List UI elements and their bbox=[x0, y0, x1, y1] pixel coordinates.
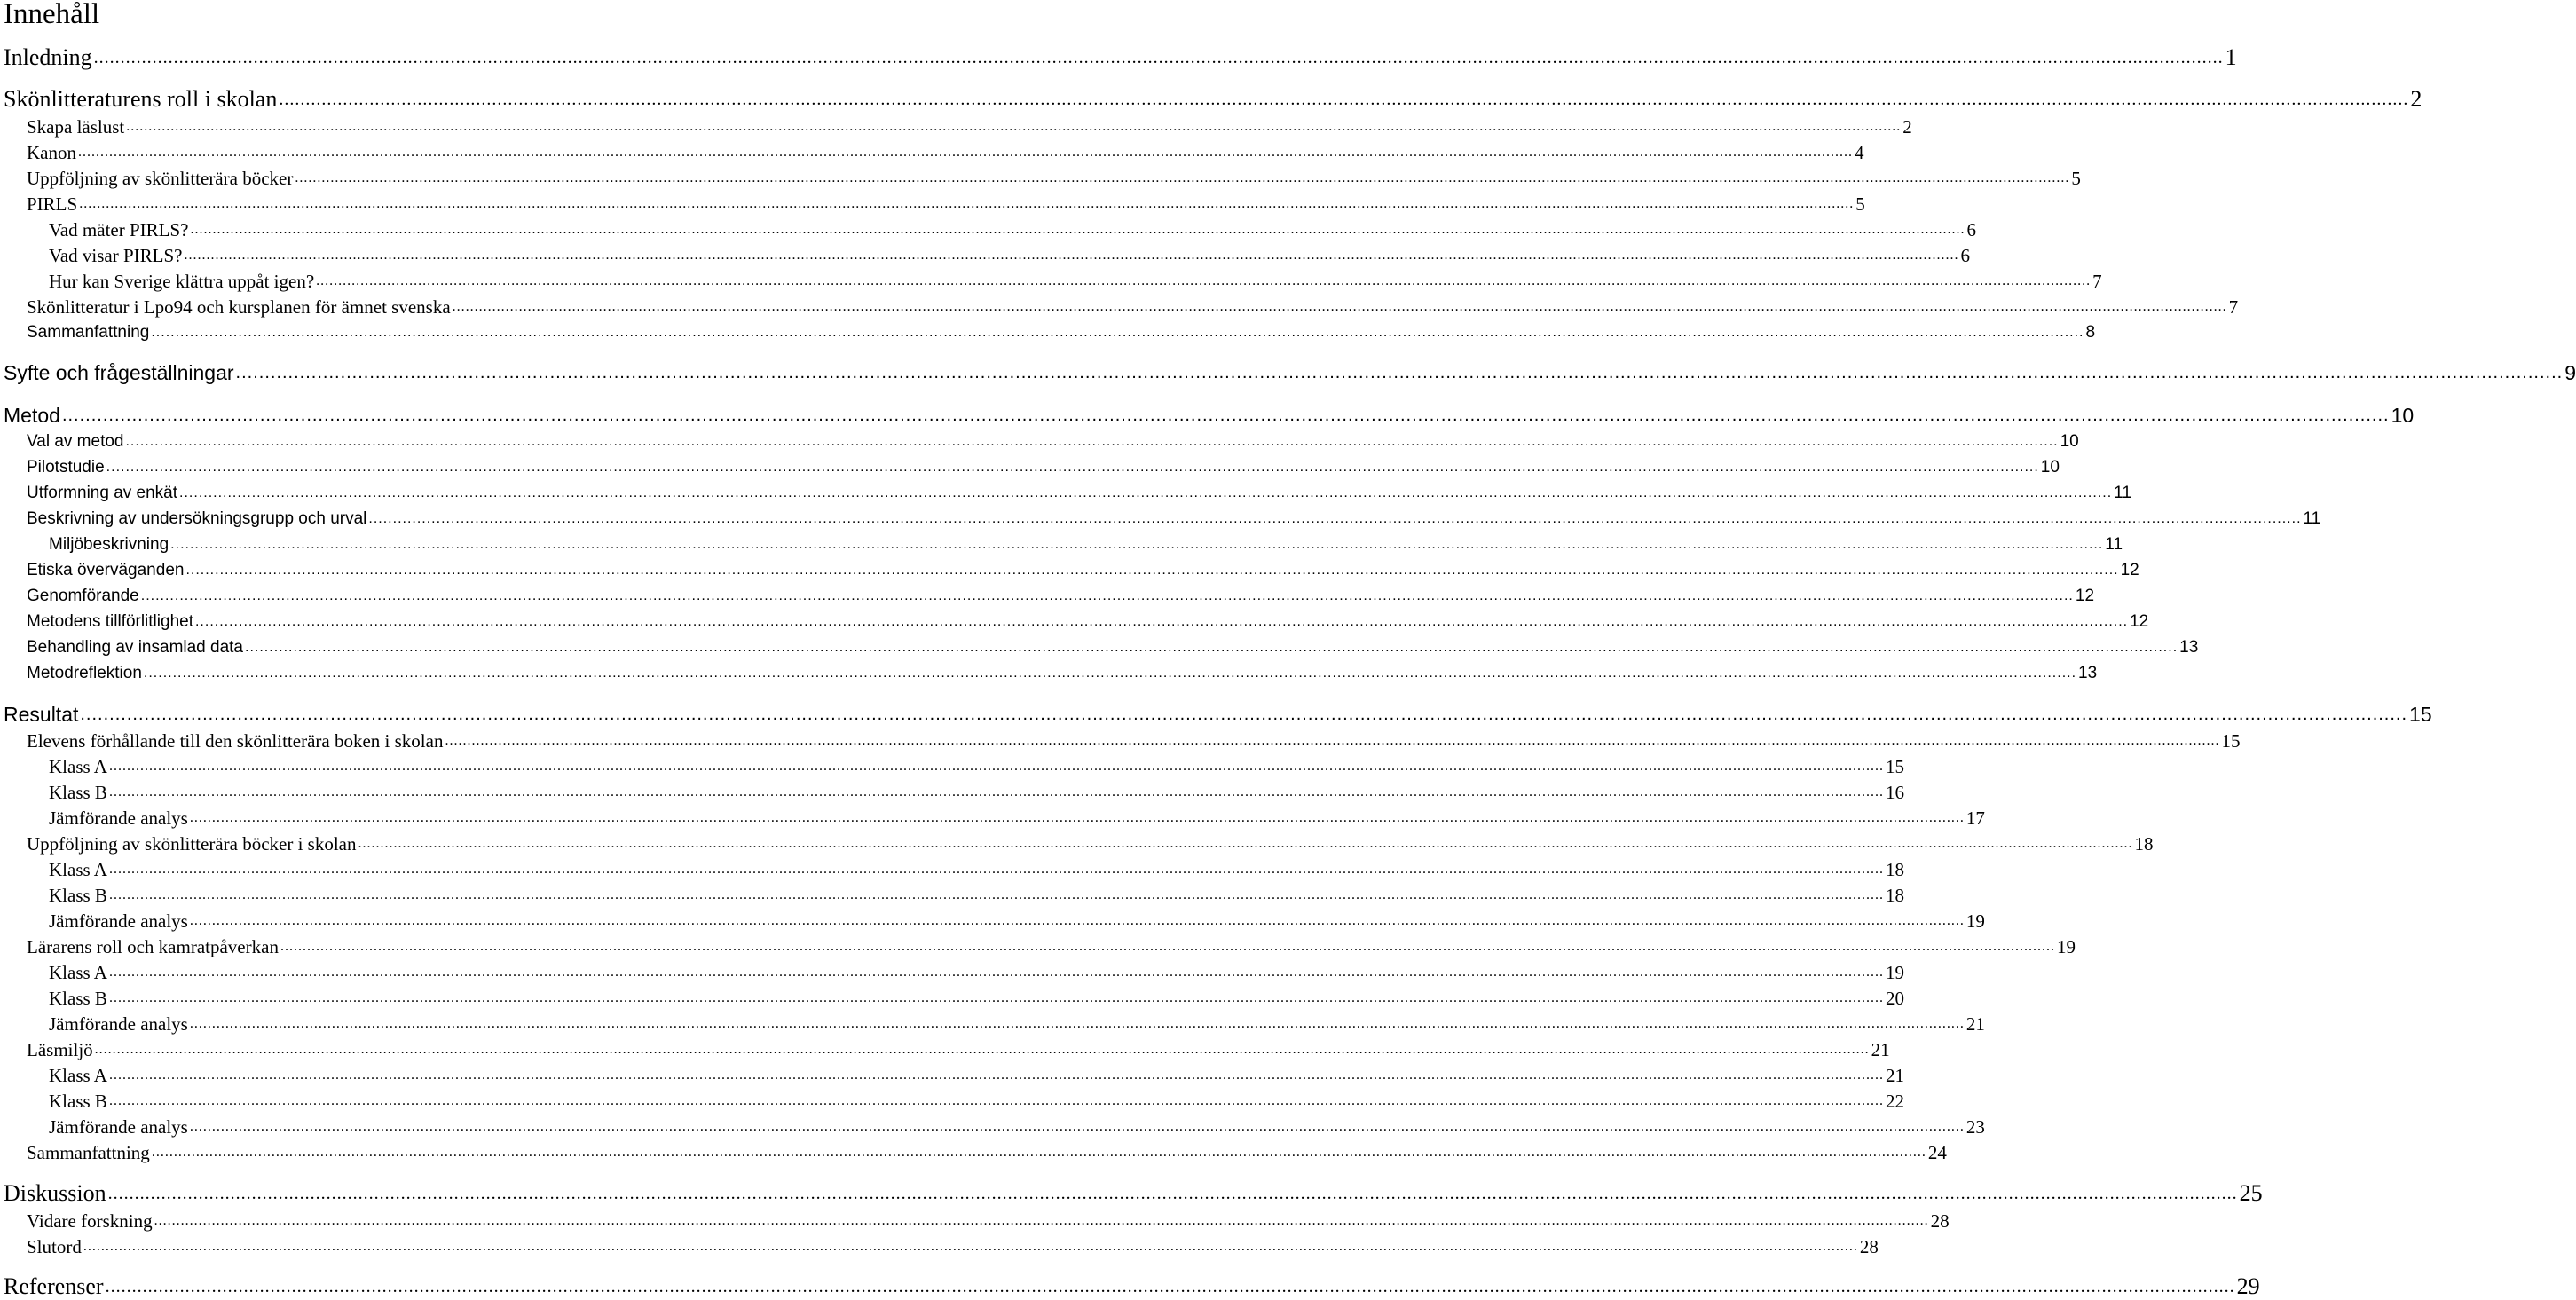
toc-entry[interactable] bbox=[27, 115, 1912, 138]
toc-entry-label: Syfte och frågeställningar bbox=[4, 361, 234, 384]
toc-entry[interactable] bbox=[27, 1209, 1950, 1233]
toc-entry[interactable] bbox=[49, 1090, 1904, 1113]
toc-entry[interactable] bbox=[27, 935, 2076, 958]
toc-entry-label: Skönlitteratur i Lpo94 och kursplanen för ämnet svenska bbox=[27, 296, 451, 318]
toc-entry-label: Vidare forskning bbox=[27, 1210, 153, 1232]
dot-leader: ................................................................................................................................................................................................................................................................................................................................................................................................................ bbox=[189, 1119, 1965, 1134]
toc-entry-label: Kanon bbox=[27, 142, 76, 163]
dot-leader: ................................................................................................................................................................................................................................................................................................................................................................................................................ bbox=[185, 563, 2119, 578]
toc-entry-page-number: 25 bbox=[2239, 1180, 2263, 1206]
dot-leader: ................................................................................................................................................................................................................................................................................................................................................................................................................ bbox=[189, 1016, 1965, 1031]
dot-leader: ................................................................................................................................................................................................................................................................................................................................................................................................................ bbox=[106, 460, 2039, 475]
toc-entry-page-number: 1 bbox=[2225, 44, 2237, 70]
toc-entry[interactable] bbox=[49, 244, 1970, 267]
toc-entry[interactable] bbox=[49, 961, 1904, 984]
toc-entry[interactable] bbox=[49, 1115, 1985, 1138]
toc-entry[interactable] bbox=[49, 1064, 1904, 1087]
toc-entry[interactable] bbox=[49, 781, 1904, 804]
toc-entry[interactable] bbox=[27, 167, 2081, 190]
toc-entry-label: Jämförande analys bbox=[49, 910, 188, 932]
toc-entry-label: Behandling av insamlad data bbox=[27, 638, 244, 657]
toc-entry-page-number: 11 bbox=[2105, 535, 2123, 554]
dot-leader: ................................................................................................................................................................................................................................................................................................................................................................................................................ bbox=[94, 1042, 1870, 1057]
toc-entry[interactable] bbox=[4, 86, 2422, 113]
toc-entry-page-number: 6 bbox=[1966, 219, 1976, 240]
toc-entry-page-number: 9 bbox=[2564, 361, 2576, 384]
toc-entry-label: Resultat bbox=[4, 703, 79, 726]
toc-entry-label: Beskrivning av undersökningsgrupp och urval bbox=[27, 509, 367, 528]
dot-leader: ................................................................................................................................................................................................................................................................................................................................................................................................................ bbox=[368, 511, 2302, 526]
dot-leader: ................................................................................................................................................................................................................................................................................................................................................................................................................ bbox=[108, 759, 1884, 774]
toc-entry-page-number: 17 bbox=[1965, 808, 1985, 829]
toc-entry[interactable] bbox=[27, 1141, 1947, 1164]
dot-leader: ................................................................................................................................................................................................................................................................................................................................................................................................................ bbox=[78, 145, 1853, 160]
toc-entry-page-number: 8 bbox=[2085, 323, 2096, 342]
toc-entry[interactable] bbox=[27, 193, 1865, 216]
dot-leader: ................................................................................................................................................................................................................................................................................................................................................................................................................ bbox=[189, 810, 1965, 825]
toc-entry-page-number: 23 bbox=[1965, 1116, 1985, 1138]
toc-entry-label: Genomförande bbox=[27, 587, 139, 605]
toc-entry-page-number: 19 bbox=[1885, 962, 1904, 983]
toc-entry-page-number: 11 bbox=[2303, 509, 2321, 528]
toc-entry[interactable] bbox=[49, 533, 2123, 556]
dot-leader: ................................................................................................................................................................................................................................................................................................................................................................................................................ bbox=[245, 640, 2178, 655]
toc-entry-label: Lärarens roll och kamratpåverkan bbox=[27, 936, 279, 957]
toc-entry[interactable] bbox=[27, 662, 2098, 685]
toc-entry-page-number: 18 bbox=[2134, 833, 2154, 855]
dot-leader: ................................................................................................................................................................................................................................................................................................................................................................................................................ bbox=[108, 887, 1884, 902]
dot-leader: ................................................................................................................................................................................................................................................................................................................................................................................................................ bbox=[140, 588, 2074, 603]
toc-entry-page-number: 12 bbox=[2130, 612, 2149, 631]
dot-leader: ................................................................................................................................................................................................................................................................................................................................................................................................................ bbox=[445, 733, 2220, 748]
toc-entry[interactable] bbox=[27, 636, 2199, 659]
toc-entry-label: Utformning av enkät bbox=[27, 484, 178, 502]
toc-entry[interactable] bbox=[49, 218, 1976, 241]
toc-entry-page-number: 2 bbox=[1902, 116, 1912, 138]
dot-leader: ................................................................................................................................................................................................................................................................................................................................................................................................................ bbox=[189, 913, 1965, 928]
toc-entry-page-number: 5 bbox=[1855, 193, 1865, 215]
toc-entry[interactable] bbox=[27, 295, 2239, 319]
dot-leader: ................................................................................................................................................................................................................................................................................................................................................................................................................ bbox=[125, 434, 2059, 449]
toc-entry[interactable] bbox=[49, 807, 1985, 830]
toc-entry-page-number: 18 bbox=[1885, 859, 1904, 880]
dot-leader: ................................................................................................................................................................................................................................................................................................................................................................................................................ bbox=[93, 48, 2224, 67]
toc-entry-page-number: 13 bbox=[2179, 638, 2199, 657]
toc-entry-label: Metod bbox=[4, 404, 60, 427]
toc-entry-label: Val av metod bbox=[27, 432, 124, 451]
toc-entry[interactable] bbox=[27, 482, 2131, 505]
toc-entry[interactable] bbox=[27, 559, 2139, 582]
toc-entry[interactable] bbox=[49, 910, 1985, 933]
toc-entry-label: Skapa läslust bbox=[27, 116, 125, 138]
toc-entry-page-number: 19 bbox=[1965, 910, 1985, 932]
toc-entry-label: Klass B bbox=[49, 988, 107, 1009]
dot-leader: ................................................................................................................................................................................................................................................................................................................................................................................................................ bbox=[108, 784, 1884, 800]
toc-entry[interactable] bbox=[27, 1235, 1879, 1258]
toc-entry-page-number: 10 bbox=[2040, 458, 2060, 477]
toc-entry[interactable] bbox=[27, 141, 1864, 164]
toc-entry-label: Klass A bbox=[49, 756, 107, 777]
toc-entry-page-number: 20 bbox=[1885, 988, 1904, 1009]
toc-entry-page-number: 12 bbox=[2075, 587, 2095, 605]
dot-leader: ................................................................................................................................................................................................................................................................................................................................................................................................................ bbox=[126, 119, 1902, 134]
dot-leader: ................................................................................................................................................................................................................................................................................................................................................................................................................ bbox=[108, 1093, 1884, 1108]
toc-entry-label: Klass A bbox=[49, 962, 107, 983]
toc-entry-label: Klass B bbox=[49, 885, 107, 906]
toc-entry-label: Miljöbeskrivning bbox=[49, 535, 169, 554]
toc-entry[interactable] bbox=[27, 1038, 1890, 1061]
dot-leader: ................................................................................................................................................................................................................................................................................................................................................................................................................ bbox=[170, 537, 2104, 552]
dot-leader: ................................................................................................................................................................................................................................................................................................................................................................................................................ bbox=[108, 990, 1884, 1005]
toc-entry-label: Diskussion bbox=[4, 1180, 106, 1206]
dot-leader: ................................................................................................................................................................................................................................................................................................................................................................................................................ bbox=[108, 965, 1884, 980]
toc-entry-page-number: 7 bbox=[2092, 271, 2102, 292]
dot-leader: ................................................................................................................................................................................................................................................................................................................................................................................................................ bbox=[61, 406, 2390, 425]
toc-entry[interactable] bbox=[49, 270, 2102, 293]
dot-leader: ................................................................................................................................................................................................................................................................................................................................................................................................................ bbox=[151, 325, 2084, 340]
toc-entry-label: Klass B bbox=[49, 1091, 107, 1112]
toc-entry-label: PIRLS bbox=[27, 193, 78, 215]
toc-entry-page-number: 21 bbox=[1885, 1065, 1904, 1086]
toc-entry-label: Skönlitteraturens roll i skolan bbox=[4, 86, 278, 112]
toc-entry-label: Inledning bbox=[4, 44, 92, 70]
toc-entry-page-number: 19 bbox=[2056, 936, 2076, 957]
toc-entry[interactable] bbox=[49, 987, 1904, 1010]
toc-entry-page-number: 18 bbox=[1885, 885, 1904, 906]
toc-entry[interactable] bbox=[27, 611, 2149, 634]
toc-entry-page-number: 28 bbox=[1859, 1236, 1879, 1257]
toc-entry[interactable] bbox=[27, 832, 2154, 855]
toc-entry-page-number: 21 bbox=[1871, 1039, 1890, 1060]
dot-leader: ................................................................................................................................................................................................................................................................................................................................................................................................................ bbox=[143, 666, 2077, 681]
toc-entry[interactable] bbox=[4, 402, 2415, 429]
toc-entry-label: Uppföljning av skönlitterära böcker i skolan bbox=[27, 833, 357, 855]
dot-leader: ................................................................................................................................................................................................................................................................................................................................................................................................................ bbox=[358, 836, 2133, 851]
toc-entry-label: Etiska överväganden bbox=[27, 561, 185, 579]
toc-entry-page-number: 13 bbox=[2078, 664, 2098, 682]
dot-leader: ................................................................................................................................................................................................................................................................................................................................................................................................................ bbox=[108, 1068, 1884, 1083]
toc-entry-page-number: 29 bbox=[2236, 1273, 2260, 1299]
dot-leader: ................................................................................................................................................................................................................................................................................................................................................................................................................ bbox=[279, 90, 2409, 109]
toc-entry[interactable] bbox=[27, 321, 2096, 344]
toc-entry-label: Metodreflektion bbox=[27, 664, 142, 682]
toc-entry-label: Klass A bbox=[49, 1065, 107, 1086]
dot-leader: ................................................................................................................................................................................................................................................................................................................................................................................................................ bbox=[194, 614, 2129, 629]
dot-leader: ................................................................................................................................................................................................................................................................................................................................................................................................................ bbox=[280, 939, 2055, 954]
toc-entry-page-number: 7 bbox=[2228, 296, 2239, 318]
toc-entry-page-number: 12 bbox=[2120, 561, 2139, 579]
dot-leader: ................................................................................................................................................................................................................................................................................................................................................................................................................ bbox=[107, 1184, 2238, 1203]
toc-entry-label: Pilotstudie bbox=[27, 458, 105, 477]
dot-leader: ................................................................................................................................................................................................................................................................................................................................................................................................................ bbox=[295, 170, 2070, 185]
toc-entry-label: Metodens tillförlitlighet bbox=[27, 612, 193, 631]
toc-entry-label: Vad mäter PIRLS? bbox=[49, 219, 189, 240]
dot-leader: ................................................................................................................................................................................................................................................................................................................................................................................................................ bbox=[316, 273, 2092, 288]
toc-entry-page-number: 15 bbox=[2409, 703, 2432, 726]
toc-entry-page-number: 4 bbox=[1855, 142, 1864, 163]
toc-entry-page-number: 10 bbox=[2060, 432, 2079, 451]
toc-entry[interactable] bbox=[4, 44, 2237, 71]
toc-entry[interactable] bbox=[4, 359, 2576, 386]
toc-entry-label: Jämförande analys bbox=[49, 1013, 188, 1035]
toc-entry[interactable] bbox=[27, 508, 2321, 531]
toc-entry-page-number: 11 bbox=[2114, 484, 2131, 502]
dot-leader: ................................................................................................................................................................................................................................................................................................................................................................................................................ bbox=[79, 196, 1855, 211]
dot-leader: ................................................................................................................................................................................................................................................................................................................................................................................................................ bbox=[105, 1277, 2235, 1296]
toc-entry[interactable] bbox=[4, 701, 2432, 728]
toc-entry[interactable] bbox=[49, 884, 1904, 907]
dot-leader: ................................................................................................................................................................................................................................................................................................................................................................................................................ bbox=[179, 485, 2113, 500]
dot-leader: ................................................................................................................................................................................................................................................................................................................................................................................................................ bbox=[80, 705, 2408, 724]
toc-entry[interactable] bbox=[4, 1180, 2263, 1207]
toc-entry[interactable] bbox=[49, 755, 1904, 778]
dot-leader: ................................................................................................................................................................................................................................................................................................................................................................................................................ bbox=[83, 1239, 1858, 1254]
toc-entry-label: Uppföljning av skönlitterära böcker bbox=[27, 168, 294, 189]
toc-entry-label: Läsmiljö bbox=[27, 1039, 93, 1060]
toc-entry-label: Slutord bbox=[27, 1236, 82, 1257]
toc-entry-label: Sammanfattning bbox=[27, 1142, 150, 1163]
toc-entry-page-number: 6 bbox=[1960, 245, 1970, 266]
toc-entry-label: Klass B bbox=[49, 782, 107, 803]
dot-leader: ................................................................................................................................................................................................................................................................................................................................................................................................................ bbox=[235, 363, 2564, 382]
toc-entry-page-number: 16 bbox=[1885, 782, 1904, 803]
toc-entry[interactable] bbox=[4, 1273, 2260, 1300]
toc-entry-page-number: 2 bbox=[2410, 86, 2422, 112]
dot-leader: ................................................................................................................................................................................................................................................................................................................................................................................................................ bbox=[154, 1213, 1929, 1228]
toc-entry-page-number: 15 bbox=[2221, 730, 2241, 752]
toc-entry-label: Vad visar PIRLS? bbox=[49, 245, 183, 266]
toc-entry-page-number: 15 bbox=[1885, 756, 1904, 777]
toc-entry-label: Klass A bbox=[49, 859, 107, 880]
toc-entry-label: Hur kan Sverige klättra uppåt igen? bbox=[49, 271, 315, 292]
toc-entry[interactable] bbox=[27, 456, 2060, 479]
toc-entry-label: Jämförande analys bbox=[49, 1116, 188, 1138]
page-title: Innehåll bbox=[4, 0, 100, 30]
toc-entry-page-number: 10 bbox=[2391, 404, 2415, 427]
toc-entry[interactable] bbox=[27, 729, 2241, 752]
toc-entry-label: Jämförande analys bbox=[49, 808, 188, 829]
toc-entry[interactable] bbox=[49, 1012, 1985, 1036]
toc-entry-label: Sammanfattning bbox=[27, 323, 150, 342]
toc-entry-page-number: 24 bbox=[1927, 1142, 1947, 1163]
toc-entry[interactable] bbox=[49, 858, 1904, 881]
toc-entry[interactable] bbox=[27, 430, 2079, 453]
dot-leader: ................................................................................................................................................................................................................................................................................................................................................................................................................ bbox=[151, 1145, 1926, 1160]
dot-leader: ................................................................................................................................................................................................................................................................................................................................................................................................................ bbox=[452, 299, 2227, 314]
toc-entry-page-number: 21 bbox=[1965, 1013, 1985, 1035]
dot-leader: ................................................................................................................................................................................................................................................................................................................................................................................................................ bbox=[190, 222, 1965, 237]
toc-entry-page-number: 28 bbox=[1930, 1210, 1950, 1232]
dot-leader: ................................................................................................................................................................................................................................................................................................................................................................................................................ bbox=[108, 862, 1884, 877]
toc-entry[interactable] bbox=[27, 585, 2095, 608]
toc-entry-page-number: 5 bbox=[2071, 168, 2081, 189]
toc-entry-page-number: 22 bbox=[1885, 1091, 1904, 1112]
toc-entry-label: Referenser bbox=[4, 1273, 104, 1299]
dot-leader: ................................................................................................................................................................................................................................................................................................................................................................................................................ bbox=[184, 248, 1959, 263]
toc-entry-label: Elevens förhållande till den skönlitterära boken i skolan bbox=[27, 730, 444, 752]
